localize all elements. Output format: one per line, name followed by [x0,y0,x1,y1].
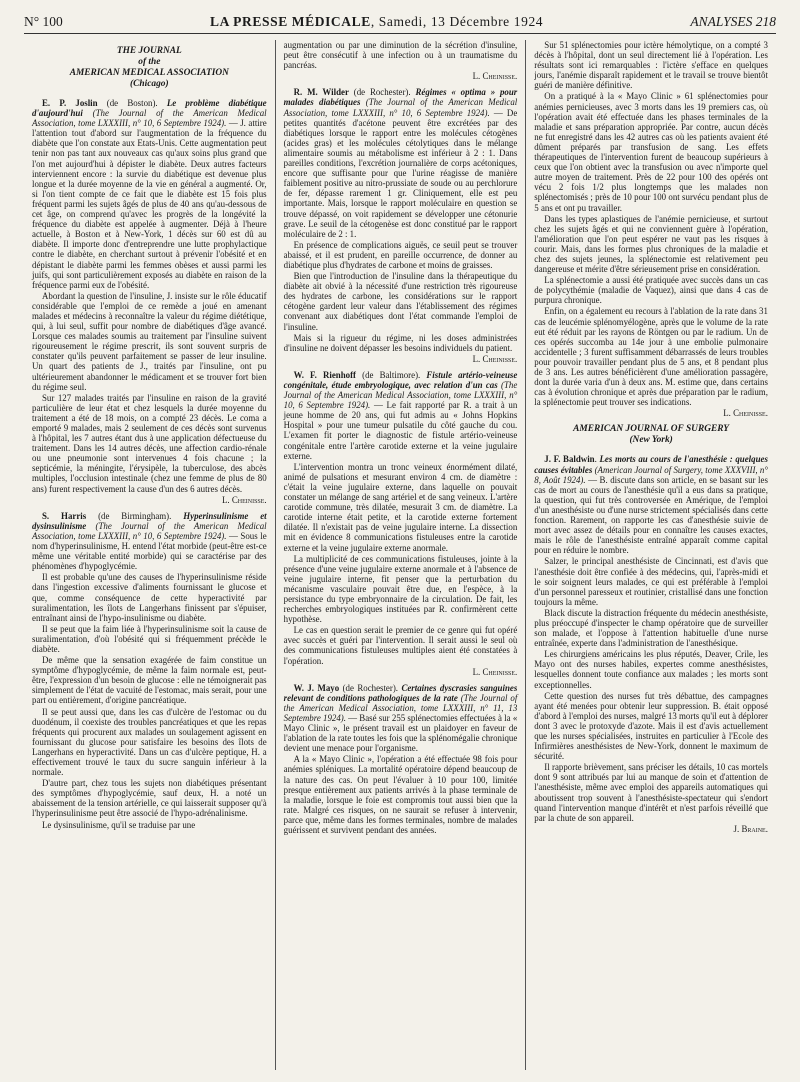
signature: L. Cheinisse. [221,494,267,505]
journal-name: LA PRESSE MÉDICALE [210,14,371,29]
paragraph: — Basé sur 255 splénectomies effectuées à la « Mayo Clinic », le présent travail est un plaidoyer en faveur de l'ablation de la rate toutes les fois que la splénomégalie chronique devient une menace pour l'organisme. [283,713,518,754]
author: W. F. Rienhoff [293,369,357,380]
paragraph: Il se peut que la faim liée à l'hyperinsulinisme soit la cause de suralimentation, d'où l'obésité qui si fréquemment précède le diabète. [32,623,267,654]
article-reference: (The Journal of the American Medical Association, tome LXXXIII, n° 10, 6 Septembre 1924). [283,97,518,118]
paragraph: Sur 51 splénectomies pour ictère hémolytique, on a compté 3 décès à l'hôpital, dont un seul directement lié à l'opération. Les résultats sont ici remarquables : l'ictère s'efface en quelques jours, l'anémie disparaît rapidement et le travail se trouve bientôt guéri de manière définitive. [534,40,768,91]
paragraph: D'autre part, chez tous les sujets non diabétiques présentant des symptômes d'hypoglycémie, sauf deux, H. a noté un abaissement de la tension artérielle, ce qui laisserait supposer qu'à l'hyperinsulinisme peut être associé de l'hypo-adrénalinisme. [32,778,267,819]
paragraph: — Sous le nom d'hyperinsulinisme, H. entend l'état morbide (peut-être est-ce même une véritable entité morbide) qui se caractérise par des phénomènes d'hypoglycémie. [32,530,267,572]
article-reference: (The Journal of the American Medical Association, tome LXXXIII, n° 10, 6 Septembre 1924). [32,520,267,541]
issue-date: , Samedi, 13 Décembre 1924 [370,14,544,29]
heading-line: (Chicago) [130,79,169,89]
signature: L. Cheinisse. [472,353,518,364]
paragraph: Il est probable qu'une des causes de l'hyperinsulinisme réside dans l'ingestion excessive d'aliments fournissant le glucose et que, comme conséquence de cette hyperactivité par suralimentation, les îlots de Langerhans finissent par s'épuiser, entraînant ainsi de l'hypo-insulinisme ou diabète. [32,572,267,623]
author-place: . [594,454,600,465]
paragraph: Il se peut aussi que, dans les cas d'ulcère de l'estomac ou du duodénum, il coexiste des troubles pancréatiques et que les repas fréquents qui procurent aux malades un soulagement agissent en fournissant du glucose pour satisfaire les besoins des îlots de Langerhans en hyperactivité. Dans un cas d'ulcère peptique, H. a effectivement trouvé le taux du sucre sanguin inférieur à la normale. [32,706,267,778]
columns [24,40,776,1070]
article-title: Les morts au cours de l'anesthésie : quelques causes évitables [534,454,768,475]
paragraph: augmentation ou par une diminution de la sécrétion d'insuline, peut être consécutif à une infection ou à un traumatisme du pancréas. [283,40,518,71]
heading-line: AMERICAN JOURNAL OF SURGERY [573,424,730,435]
author-place: (de Birmingham). [86,510,184,521]
article-joslin [32,98,267,290]
article-reference: (American Journal of Surgery, tome XXXVIII, n° 8, Août 1924). [534,464,768,485]
paragraph: Black discute la distraction fréquente du médecin anesthésiste, plus préoccupé d'inspecter le champ opératoire que de surveiller son malade, et l'oppose à l'attention habituelle d'une nurse entraînée, experte dans l'administration de l'anesthésique. [534,607,768,649]
article-title: Fistule artério-veineuse congénitale, étude embryologique, avec relation d'un cas [283,369,518,390]
paragraph: Dans les types aplastiques de l'anémie pernicieuse, et surtout chez les sujets âgés et qui ne conviennent guère à l'opération, l'amélioration que l'on peut espérer ne vaut pas les risques à courir. Mais, dans les formes plus chroniques de la maladie et chez des sujets jeunes, la splénectomie est relativement peu dangereuse et mérite d'être sérieusement prise en considération. [534,213,768,275]
signature: L. Cheinisse. [472,71,518,82]
column-3 [525,40,776,1070]
paragraph: L'intervention montra un tronc veineux énormément dilaté, animé de pulsations et mesurant environ 4 cm. de diamètre : c'était la veine jugulaire externe, dans laquelle on pouvait constater un mélange de sang artériel et de sang veineux. L'artère carotide commune, très dilatée, mesurait 3 cm. de diamètre. La carotide interne était petite, et la carotide externe fortement dilatée. Il n'existait pas de veine jugulaire interne. La dissection mit en évidence 8 communications fistuleuses entre la carotide externe et la veine jugulaire externe anormale. [283,461,518,553]
heading-line: THE JOURNAL [116,46,182,56]
author: J. F. Baldwin [544,454,595,465]
journal-masthead [210,14,543,30]
column-1 [24,40,275,1070]
paragraph: Enfin, on a également eu recours à l'ablation de la rate dans 31 cas de leucémie splénomyélogène, après que le volume de la rate eut été réduit par les rayons de Röntgen ou par le radium. Un de ces opérés succomba au 14e jour à une embolie pulmonaire accidentelle ; 3 furent suffisamment débarrassés de leurs troubles pour pouvoir travailler pendant plus de 5 ans, et 8 pendant plus de 3 ans. Les autres bénéficièrent d'une amélioration passagère, dont la durée varia d'un à deux ans. M. estime que, dans certains cas à évolution chronique et après due préparation par le radium, la splénectomie peut trouver ses indications. [534,306,768,408]
article-reference: (The Journal of the American Medical Association, tome LXXXIII, n° 10, 6 Septembre 1924). [32,108,267,129]
article-baldwin [534,454,768,555]
author-place: (de Baltimore). [356,369,427,380]
paragraph: — B. discute dans son article, en se basant sur les cas de mort au cours de l'anesthésie qu'il a eus dans sa pratique, la question, qui fut très controversée en Amérique, de l'emploi d'un anesthésiste ou d'une nurse strictement spécialisés dans cette fonction. Rarement, on rapporte les cas d'anesthésie suivie de mort avec assez de détails pour en connaître les causes exactes, mais le rôle de l'anesthésiste entraîné apparaît comme capital pour en réduire le nombre. [534,474,768,556]
paragraph: Le dysinsulinisme, qu'il se traduise par une [42,819,196,830]
author-place: (de Rochester). [348,87,416,98]
paragraph: La splénectomie a aussi été pratiquée avec succès dans un cas de polycythémie (maladie de Vaquez), ainsi que dans 4 cas de purpura chronique. [534,275,768,306]
running-header [24,14,776,34]
article-mayo [284,683,518,754]
paragraph: Les chirurgiens américains les plus réputés, Deaver, Crile, les Mayo ont des nurses habiles, expertes comme anesthésistes, lesquelles donnent toute confiance aux malades ; les morts sont exceptionnelles. [534,649,768,690]
signature: J. Braine. [733,823,768,834]
article-title: Certaines dyscrasies sanguines relevant de conditions pathologiques de la rate [283,682,518,703]
paragraph: — Le fait rapporté par R. a trait à un jeune homme de 20 ans, qui fut admis au « Johns Hopkins Hospital » pour une tumeur pulsatile du côté gauche du cou. L'examen fit porter le diagnostic de fistule artério-veineuse congénitale entre l'artère carotide externe et la veine jugulaire externe. [283,400,518,461]
paragraph: Bien que l'introduction de l'insuline dans la thérapeutique du diabète ait obvié à la nécessité d'une restriction très rigoureuse des hydrates de carbone, les considérations sur le rapport cétogène gardent leur valeur dans l'établissement des régimes convenant aux diabétiques dont l'état commande l'emploi de l'insuline. [283,271,518,332]
article-title: Le problème diabétique d'aujourd'hui [32,98,267,119]
paragraph: On a pratiqué à la « Mayo Clinic » 61 splénectomies pour anémies pernicieuses, avec 3 morts dans les 19 premiers cas, où l'opération avait été effectuée dans les phases terminales de la maladie et sans préparation appropriée. Par contre, aucun décès ne fut enregistré dans les 42 autres cas où les patients avaient été dûment préparés par transfusion de sang. Les effets thérapeutiques de l'intervention furent de beaucoup supérieurs à ceux que l'on obtient avec la transfusion ou avec n'importe quel autre moyen de traitement. Près de 22 pour 100 des opérés ont vécu 2 fois 1/2 plus longtemps que les malades non splénectomisés ; près de 10 pour 100 ont survécu pendant plus de 5 ans et ont pu travailler. [534,91,768,213]
heading-line: of the [138,57,161,67]
author-place: (de Boston). [97,98,167,108]
paragraph: — De petites quantités d'acétone peuvent être excrétées par des diabétiques lorsque le rapport entre les molécules cétogènes (acides gras) et les molécules cétolytiques dans le mélange alimentaire soumis au métabolisme est inférieur à 2 : 1. Dans pareilles conditions, l'excrétion journalière de corps acétoniques, encore que suffisante pour que l'urine réagisse de manière faiblement positive au nitro-prussiate de soude ou au perchlorure de fer, dépasse rarement 1 gr. Cliniquement, elle est peu importante. Mais, lorsque le rapport moléculaire en question se trouve dépassé, on voit rapidement se développer une cétonurie grave. Le seuil de la cétogenèse est donc constitué par le rapport moléculaire de 2 : 1. [283,107,518,239]
journal-heading-jama [32,46,267,90]
paragraph: Il rapporte brièvement, sans préciser les détails, 10 cas mortels dont 9 sont attribués par lui au manque de soin et d'attention de l'anesthésiste, même avec emploi des appareils automatiques qui aboutissent trop souvent à l'anesthésiste-spectateur qui s'endort quand l'intervention manque d'intérêt et n'est parfois réveillé que par la chute de son appareil. [534,762,768,823]
paragraph: Mais si la rigueur du régime, ni les doses administrées d'insuline ne doivent dépasser les besoins individuels du patient. [283,332,518,353]
column-2 [275,40,526,1070]
article-wilder [284,87,518,238]
journal-heading-surgery [534,424,768,446]
paragraph: Cette question des nurses fut très débattue, des campagnes ayant été menées pour obtenir leur suppression. B. était opposé d'abord à l'emploi des nurses, malgré 13 morts qu'il eut à déplorer dont 3 avec le protoxyde d'azote. Mais il est d'avis actuellement que les nurses spécialisées, instruites en particulier à l'Ecole des Infirmières anesthésistes de New-York, donnent le maximum de sécurité. [534,690,768,762]
paragraph: De même que la sensation exagérée de faim constitue un symptôme d'hypoglycémie, de même la faim normale est, peut-être, l'expression d'un besoin de glucose : elle ne témoignerait pas simplement de l'état de vacuité de l'estomac, mais serait, pour une part ou entièrement, d'origine pancréatique. [32,655,267,706]
article-reference: (The Journal of the American Medical Association, tome LXXXIII, n° 10, 6 Septembre 1924). [283,380,518,411]
author: E. P. Joslin [42,98,98,108]
article-reference: (The Journal of the American Medical Association, tome LXXXIII, n° 11, 13 Septembre 1924). [283,692,518,723]
paragraph: Le cas en question serait le premier de ce genre qui fut opéré avec succès et guéri par l'intervention. Il serait aussi le seul où des communications fistuleuses multiples aient été constatées à l'opération. [283,625,518,666]
author: W. J. Mayo [293,682,340,693]
paragraph: A la « Mayo Clinic », l'opération a été effectuée 98 fois pour anémies spléniques. La mortalité opératoire dépend beaucoup de la nature des cas. On peut l'évaluer à 10 pour 100, limitée presque entièrement aux patients arrivés à la phase terminale de la maladie, lorsque le foie est compromis tout aussi bien que la rate. Malgré ces risques, on ne saurait se refuser à intervenir, parce que, même dans les formes terminales, nombre de malades guérissent et survivent pendant des années. [283,754,518,836]
article-harris [32,511,267,572]
paragraph: — J. attire l'attention tout d'abord sur l'augmentation de la fréquence du diabète que l'on constate aux Etats-Unis. Cette augmentation peut tenir non pas tant aux nouveaux cas qu'aux soins plus grand que l'on met aujourd'hui à dépister le diabète. Deux autres facteurs interviennent encore : la survie du diabétique est devenue plus longue et la durée moyenne de la vie en général a augmenté. Or, si l'on tient compte de ce fait que le diabète est 15 fois plus fréquent parmi les sujets âgés de plus de 40 ans qu'au-dessous de cet âge, on comprend qu'avec les progrès de la longévité la fréquence du diabète est appelée à augmenter. Déjà à l'heure actuelle, à Boston et à New-York, 1 décès sur 60 est dû au diabète. Il importe donc d'entreprendre une lutte prophylactique contre le diabète, en cherchant surtout à prévenir l'obésité et en dépistant le diabète parmi les femmes obèses et aussi parmi les juifs, qui sont particulièrement exposés au diabète en raison de la fréquence parmi eux de l'obésité. [32,118,267,290]
author: R. M. Wilder [293,87,349,98]
article-rienhoff [284,370,518,461]
heading-line: AMERICAN MEDICAL ASSOCIATION [69,68,229,78]
paragraph: Sur 127 malades traités par l'insuline en raison de la gravité particulière de leur état et chez lesquels la durée moyenne du traitement a été de 18 mois, on a compté 23 décès. Le coma a emporté 9 malades, mais 2 seulement de ces décès sont survenus à l'hôpital, les 7 autres étant dus à une application défectueuse du traitement. Dans les 14 autres décès, une affection cardio-rénale ou une pneumonie sont intervenues 4 fois chacune ; la septicémie, la méningite, l'érysipèle, la tuberculose, des abcès multiples, l'occlusion intestinale (chez une femme de plus de 80 ans) furent respectivement la cause d'un des 6 autres décès. [32,392,267,494]
signature: L. Cheinisse. [472,666,518,677]
heading-line: (New York) [629,435,673,446]
article-title: Hyperinsulinisme et dysinsulinisme [32,510,267,531]
author-place: (de Rochester). [339,682,402,693]
paragraph: Salzer, le principal anesthésiste de Cincinnati, est d'avis que l'anesthésie doit être confiée à des médecins, qui, l'après-midi et le soir soignent leurs malades, ce qui est préférable à l'emploi d'un personnel paresseux et routinier, cristallisé dans une fonction toujours la même. [534,556,768,607]
paragraph: En présence de complications aiguës, ce seuil peut se trouver abaissé, et il est prudent, en pareille occurrence, de donner au diabétique plus d'hydrates de carbone et moins de graisses. [283,239,518,270]
issue-number: N° 100 [24,14,63,29]
author: S. Harris [42,510,87,521]
article-title: Régimes « optima » pour malades diabétiques [283,87,518,108]
paragraph: La multiplicité de ces communications fistuleuses, jointe à la présence d'une veine jugulaire externe anormale et à l'absence de veine jugulaire interne, fit penser que la perturbation du mécanisme vasculaire pouvait être due, en l'espèce, à la persistance du type embryonnaire de la circulation. De fait, les recherches embryologiques instituées par R. confirmèrent cette hypothèse. [283,553,518,625]
signature: L. Cheinisse. [723,408,768,419]
paragraph: Abordant la question de l'insuline, J. insiste sur le rôle éducatif considérable que l'emploi de ce remède a joué en amenant malades et médecins à reconnaître la valeur du régime diététique, qui, à lui seul, suffit pour nombre de diabétiques d'âge avancé. Lorsque ces malades soumis au traitement par l'insuline suivent rigoureusement le régime prescrit, ils sont souvent surpris de constater qu'ils peuvent parfaitement se passer de leur insuline. Un quart des patients de J., traités par l'insuline, ont pu ultérieurement abandonner le médicament et se trouver fort bien du régime seul. [32,290,267,392]
section-page: ANALYSES 218 [690,14,776,29]
